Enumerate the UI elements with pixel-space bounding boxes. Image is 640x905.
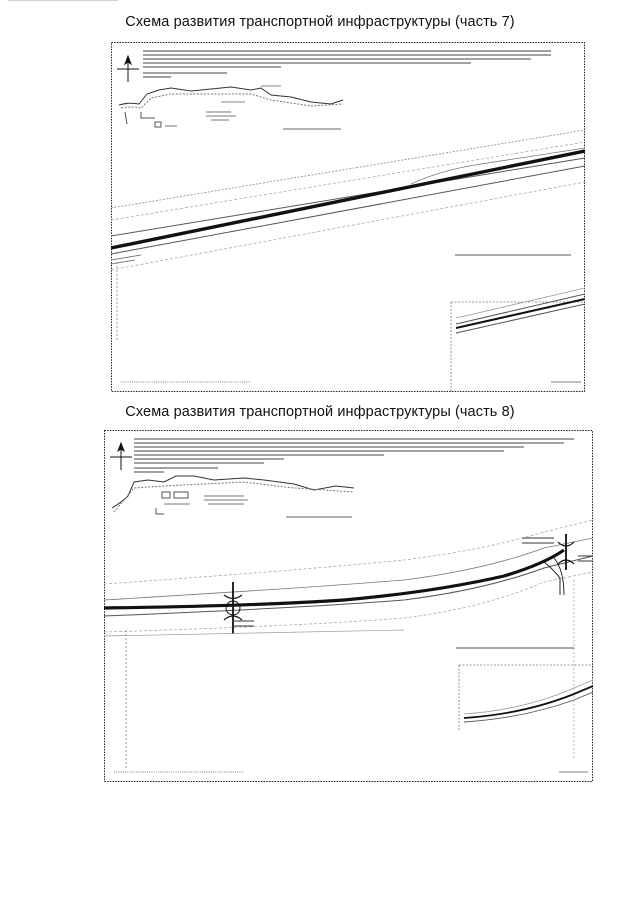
inset-detail [451,288,585,392]
section-title-part-8: Схема развития транспортной инфраструктуры (часть 8) [125,404,515,420]
north-arrow-icon [110,443,132,470]
road-corridor [104,520,593,632]
overview-map [119,86,343,129]
overview-map [112,476,354,517]
scan-edge-mark [8,0,118,1]
drawing-sheet-part-7 [111,42,585,392]
sheet-heading [143,51,551,77]
inset-detail [459,665,593,730]
sheet-heading [134,439,574,472]
road-corridor [111,130,585,270]
section-title-part-7: Схема развития транспортной инфраструктуры (часть 7) [125,14,515,30]
north-arrow-icon [117,56,139,82]
drawing-sheet-part-8 [104,430,593,782]
